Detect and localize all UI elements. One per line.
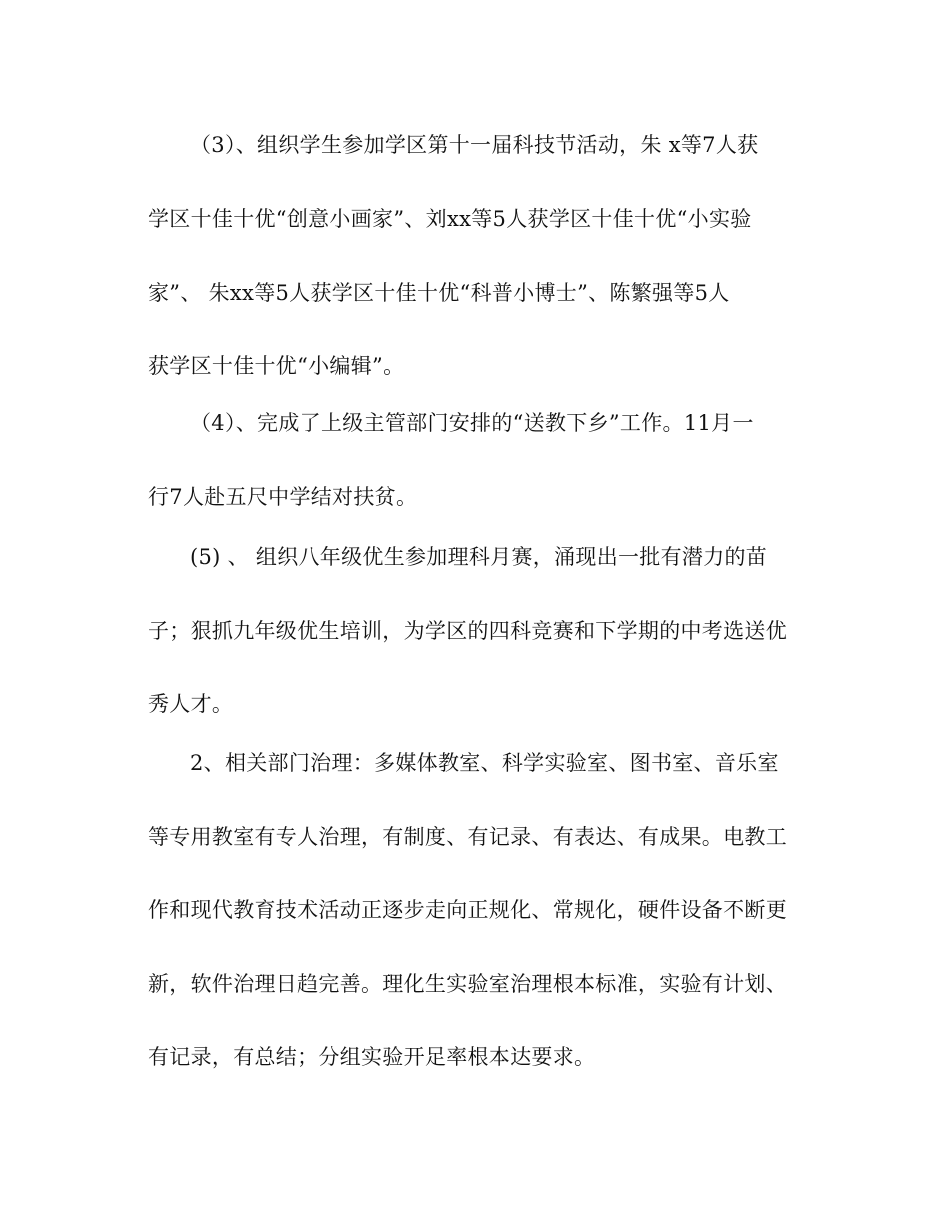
paragraph-4-line-1: （4）、完成了上级主管部门安排的“送教下乡”工作。11月一: [190, 411, 754, 435]
section-2-line-5: 有记录，有总结；分组实验开足率根本达要求。: [148, 1045, 596, 1069]
paragraph-3-line-2: 学区十佳十优“创意小画家”、刘xx等5人获学区十佳十优“小实验: [148, 207, 752, 231]
paragraph-5-line-3: 秀人才。: [148, 692, 234, 716]
section-2-line-1: 2、相关部门治理：多媒体教室、科学实验室、图书室、音乐室: [190, 751, 779, 775]
paragraph-3-line-1: （3）、组织学生参加学区第十一届科技节活动，朱 x等7人获: [190, 133, 759, 157]
paragraph-5-line-1: (5) 、 组织八年级优生参加理科月赛，涌现出一批有潜力的苗: [190, 545, 768, 569]
paragraph-4-line-2: 行7人赴五尺中学结对扶贫。: [148, 485, 418, 509]
section-2-line-3: 作和现代教育技术活动正逐步走向正规化、常规化，硬件设备不断更: [148, 898, 787, 922]
section-2-line-4: 新，软件治理日趋完善。理化生实验室治理根本标准，实验有计划、: [148, 972, 787, 996]
paragraph-3-line-3: 家”、 朱xx等5人获学区十佳十优“科普小博士”、陈繁强等5人: [148, 281, 730, 305]
paragraph-5-line-2: 子；狠抓九年级优生培训，为学区的四科竞赛和下学期的中考选送优: [148, 619, 787, 643]
section-2-line-2: 等专用教室有专人治理，有制度、有记录、有表达、有成果。电教工: [148, 825, 787, 849]
paragraph-3-line-4: 获学区十佳十优“小编辑”。: [148, 354, 405, 378]
